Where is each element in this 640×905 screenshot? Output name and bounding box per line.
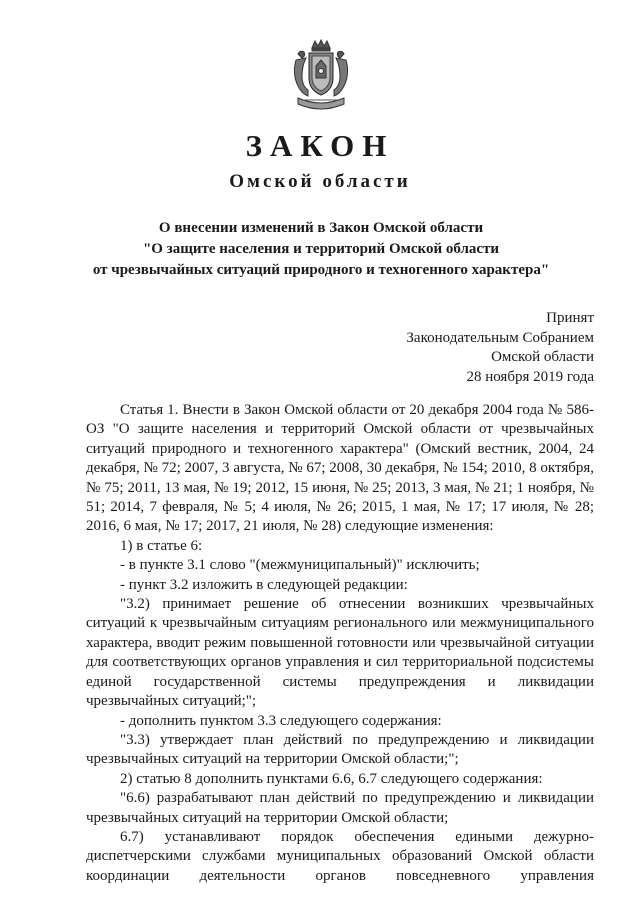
adoption-line: Законодательным Собранием [406,329,594,346]
body-paragraph: "6.6) разрабатывают план действий по предупреждению и ликвидации чрезвычайных ситуаций на территории Омской области; [86,790,594,826]
body-paragraph: - пункт 3.2 изложить в следующей редакции: [120,576,408,593]
adoption-line: Омской области [491,349,594,365]
body-paragraph: 1) в статье 6: [120,537,203,554]
document-subtitle: Омской области [229,171,411,192]
document-title: ЗАКОН [245,128,395,163]
law-name-line: О внесении изменений в Закон Омской области [158,220,484,236]
law-name-line: "О защите населения и территорий Омской области [142,241,500,257]
body-paragraph: - дополнить пунктом 3.3 следующего содержания: [120,712,442,729]
article-1-paragraph: Статья 1. Внести в Закон Омской области от 20 декабря 2004 года № 586-ОЗ "О защите населения и территорий Омской области от чрезвычайных ситуаций природного и техногенного характера" (Омский вестник, 2004, 24 декабря, № 72; 2007, 3 августа, № 67; 2008, 30 декабря, № 154; 2010, 8 октября, № 75; 2011, 13 мая, № 19; 2012, 15 июня, № 25; 2013, 3 мая, № 21; 1 ноября, № 51; 2014, 7 февраля, № 5; 4 июля, № 26; 2015, 1 мая, № 17; 17 июля, № 28; 2016, 6 мая, № 17; 2017, 21 июля, № 28) следующие изменения: [86,402,594,535]
adoption-block [406,309,594,387]
body-paragraph: "3.2) принимает решение об отнесении возникших чрезвычайных ситуаций к чрезвычайным ситуациям регионального или межмуниципального характера, вводит режим повышенной готовности или чрезвычайной ситуации для соответствующих органов управления и сил территориальной подсистемы единой государственной системы предупреждения и ликвидации чрезвычайных ситуаций;"; [86,596,594,710]
adoption-date: 28 ноября 2019 года [466,368,594,385]
adoption-line: Принят [546,310,594,326]
body-paragraph: "3.3) утверждает план действий по предупреждению и ликвидации чрезвычайных ситуаций на территории Омской области;"; [86,731,594,768]
law-body [86,401,594,886]
law-name [60,218,582,281]
body-paragraph: - в пункте 3.1 слово "(межмуниципальный)" исключить; [120,557,480,574]
coat-of-arms-emblem [290,38,352,116]
body-paragraph: 6.7) устанавливают порядок обеспечения едиными дежурно-диспетчерскими службами муниципальных образований Омской области координации деятельности органов повседневного управления [86,828,594,884]
law-name-line: от чрезвычайных ситуаций природного и техногенного характера" [92,262,550,278]
body-paragraph: 2) статью 8 дополнить пунктами 6.6, 6.7 следующего содержания: [120,770,543,787]
